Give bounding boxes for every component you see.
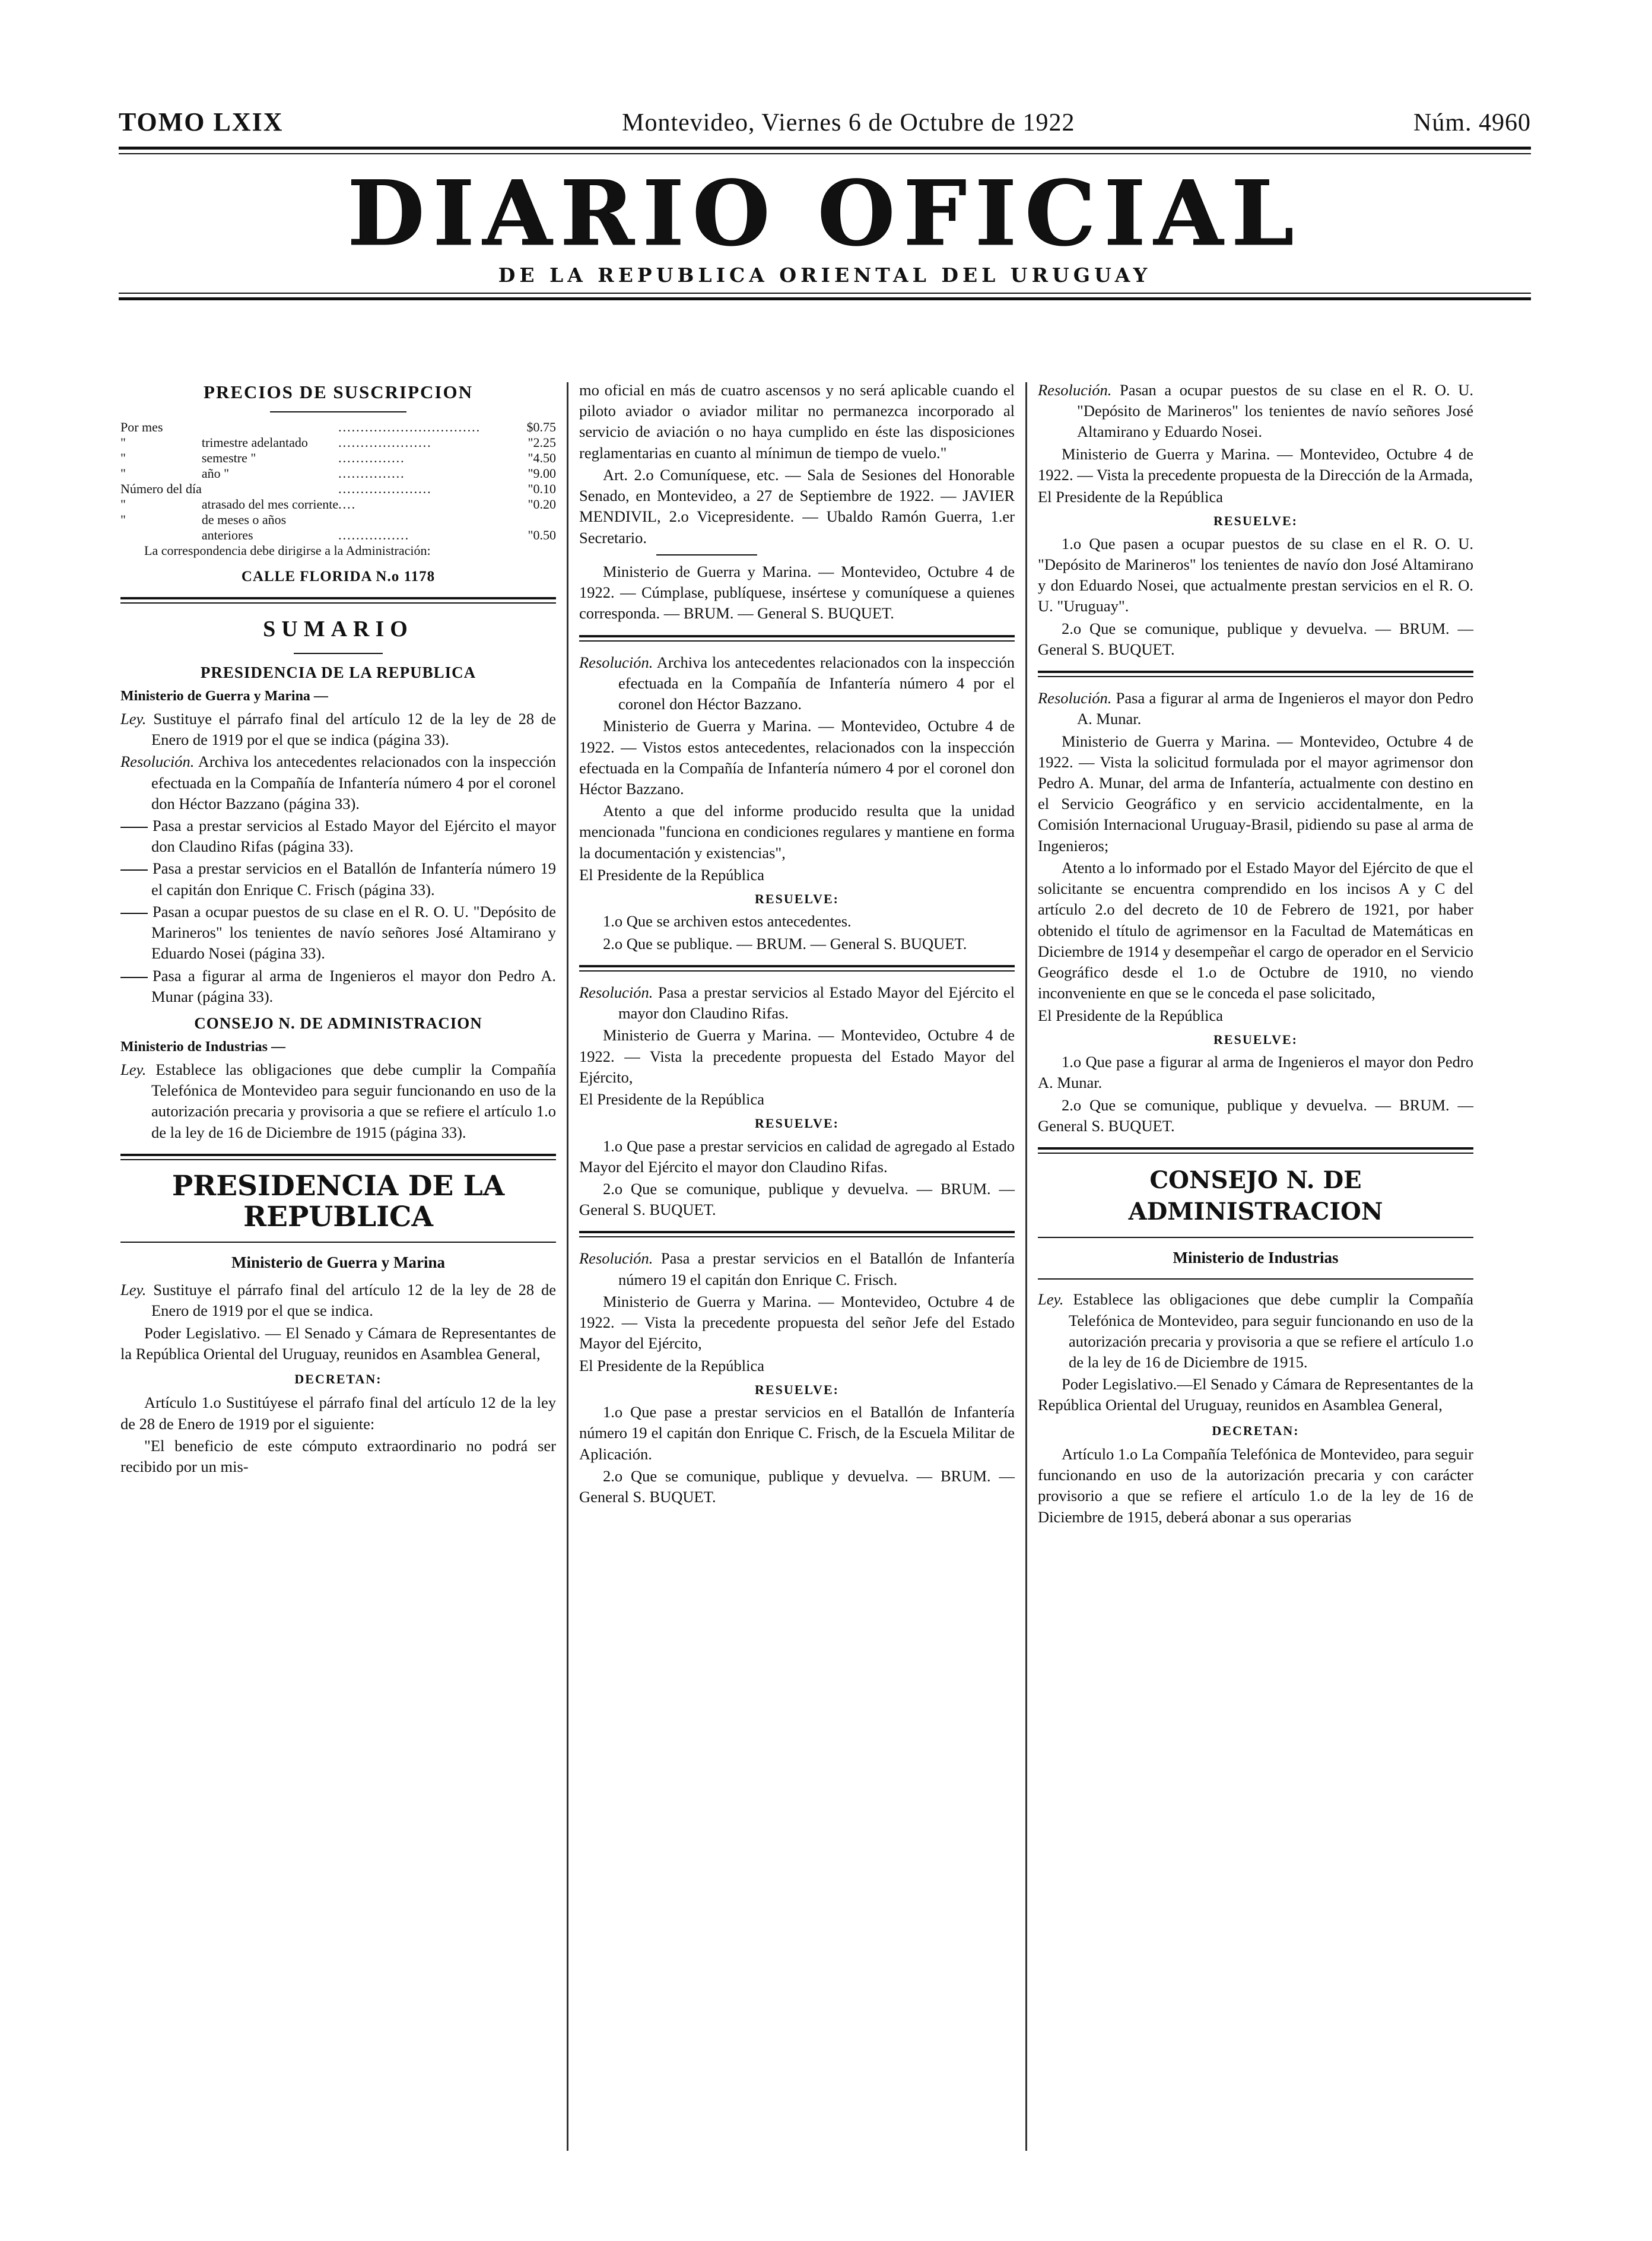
price-label [120,528,202,543]
price-label: " [120,496,126,512]
price-currency: " [528,496,533,512]
item-lead: Resolución. [120,753,195,771]
item-lead: Ley. [120,1060,147,1078]
masthead-line [119,107,1531,137]
body-paragraph: Ministerio de Guerra y Marina. — Montevideo, Octubre 4 de 1922. — Vista la precedente propuesta de la Dirección de la Armada, [1038,445,1473,484]
resolution-lead: Resolución. [579,983,653,1001]
body-paragraph: 1.o Que pase a prestar servicios en calidad de agregado al Estado Mayor del Ejército el mayor don Claudino Rifas. [579,1137,1015,1176]
body-paragraph: El Presidente de la República [1038,1006,1224,1024]
column-3 [1027,380,1484,2166]
resuelve-heading: RESUELVE: [755,891,839,907]
price-dots: ............... [338,466,405,481]
price-label2: trimestre adelantado [201,435,308,450]
price-value: 4.50 [533,450,556,466]
body-paragraph: Artículo 1.o Sustitúyese el párrafo final del artículo 12 de la ley de 28 de Enero de 1919 por el siguiente: [120,1394,556,1433]
body-paragraph: Artículo 1.o La Compañía Telefónica de Montevideo, para seguir funcionando en uso de la autorización precaria y con carácter provisorio a que se refiere el artículo 1.o de la ley de 16 de Diciembre de 1915, deberá abonar a sus operarias [1038,1445,1473,1526]
table-row [120,512,556,528]
price-dots: ..................... [338,435,432,450]
volume-label: TOMO LXIX [119,107,284,137]
ley-summary [1038,1289,1473,1373]
table-row [120,528,556,543]
ministry-rule [1038,1278,1473,1280]
item-text: Establece las obligaciones que debe cumplir la Compañía Telefónica de Montevideo para seguir funcionando en uso de la autorización precaria y provisoria a que se refiere el artículo 1.o de la ley de 16 de Diciembre de 1915 (página 33). [151,1060,557,1141]
body-paragraph: "El beneficio de este cómputo extraordinario no podrá ser recibido por un mis- [120,1436,556,1476]
resolution-lead: Resolución. [1038,689,1112,707]
item-text: Archiva los antecedentes relacionados con la inspección efectuada en la Compañía de Infantería número 4 por el coronel don Héctor Bazzano (página 33). [151,753,556,812]
body-paragraph: 2.o Que se comunique, publique y devuelva. — BRUM. — General S. BUQUET. [579,1180,1015,1219]
section-rule [579,1231,1015,1237]
resolution-summary [579,1248,1015,1290]
price-value: 0.50 [533,527,556,542]
price-value: 2.25 [533,435,556,450]
resuelve-heading: RESUELVE: [1213,1031,1298,1047]
item-text: Pasa a figurar al arma de Ingenieros el mayor don Pedro A. Munar (página 33). [151,966,556,1005]
dash-icon [120,827,148,828]
resolution-lead: Resolución. [579,653,653,671]
resolution-text: Pasa a prestar servicios en el Batallón de Infantería número 19 el capitán don Enrique C. Frisch. [618,1249,1015,1288]
body-paragraph: 1.o Que pase a prestar servicios en el Batallón de Infantería número 19 el capitán don Enrique C. Frisch, de la Escuela Militar de Aplicación. [579,1403,1015,1463]
dash-icon [120,869,148,871]
issue-number: Núm. 4960 [1413,109,1531,137]
ministry-industrias-heading: Ministerio de Industrias [1173,1249,1339,1267]
table-row [120,466,556,481]
price-dots: ................................ [338,420,481,435]
body-paragraph: 1.o Que se archiven estos antecedentes. [603,912,852,931]
body-paragraph: El Presidente de la República [1038,488,1224,506]
price-label2: atrasado del mes corriente [201,496,339,512]
list-item [120,751,556,814]
resuelve-heading: RESUELVE: [755,1116,839,1131]
ley-text: Establece las obligaciones que debe cumplir la Compañía Telefónica de Montevideo, para seguir funcionando en uso de la autorización precaria y provisoria a que se refiere el artículo 1.o de la ley de 16 de Diciembre de 1915. [1069,1290,1474,1371]
section-rule [1038,671,1473,677]
table-row [120,420,556,435]
item-text: Sustituye el párrafo final del artículo 12 de la ley de 28 de Enero de 1919 por el que se indica (página 33). [151,709,557,749]
body-paragraph: El Presidente de la República [579,1090,765,1109]
price-dots: ............... [338,450,405,466]
table-row [120,481,556,497]
body-paragraph: Art. 2.o Comuníquese, etc. — Sala de Sesiones del Honorable Senado, en Montevideo, a 27 de Septiembre de 1922. — JAVIER MENDIVIL, 2.o Vicepresidente. — Ubaldo Ramón Guerra, 1.er Secretario. [579,465,1015,547]
ley-lead: Ley. [120,1281,147,1299]
price-value [533,512,557,528]
sumario-rule-top [120,597,556,604]
body-paragraph: 1.o Que pasen a ocupar puestos de su clase en el R. O. U. "Depósito de Marineros" los tenientes de navío don José Altamirano y don Eduardo Nosei, que actualmente prestan servicios en el R. O. U. "Uruguay". [1038,534,1473,615]
price-label: " [120,435,126,450]
subscription-note: La correspondencia debe dirigirse a la Administración: [144,542,431,558]
decretan-heading: DECRETAN: [1212,1423,1300,1438]
body-paragraph: 2.o Que se comunique, publique y devuelva. — BRUM. — General S. BUQUET. [1038,1096,1473,1135]
sumario-ministry-industrias: Ministerio de Industrias — [120,1039,286,1055]
ley-text: Sustituye el párrafo final del artículo 12 de la ley de 28 de Enero de 1919 por el que se indica. [151,1281,557,1320]
list-item [120,815,556,857]
table-row [120,435,556,450]
price-label2 [202,420,338,435]
body-paragraph: Ministerio de Guerra y Marina. — Montevideo, Octubre 4 de 1922. — Vista la precedente propuesta del Estado Mayor del Ejército, [579,1026,1015,1086]
body-paragraph: 2.o Que se publique. — BRUM. — General S. BUQUET. [603,934,967,953]
section-rule [579,635,1015,642]
column-2 [568,380,1025,2166]
price-value: 0.20 [533,496,556,512]
resuelve-heading: RESUELVE: [755,1382,839,1397]
price-dots: ................ [338,527,410,542]
prices-divider [270,411,406,412]
sumario-rule [294,653,383,654]
item-lead: Ley. [120,709,147,728]
body-paragraph: Atento a que del informe producido resulta que la unidad mencionada "funciona en condiciones regulares y mantiene en forma la documentación y existencias", [579,802,1015,862]
resolution-text: Pasan a ocupar puestos de su clase en el R. O. U. "Depósito de Marineros" los tenientes de navío señores José Altamirano y Eduardo Nosei. [1077,381,1473,441]
resolution-summary [1038,688,1473,729]
item-text: Pasa a prestar servicios al Estado Mayor del Ejército el mayor don Claudino Rifas (página 33). [151,817,556,856]
sumario-section-consejo: CONSEJO N. DE ADMINISTRACION [194,1014,482,1033]
body-paragraph: mo oficial en más de cuatro ascensos y no será aplicable cuando el piloto aviador o aviador militar no permanezca incorporado al servicio de aviación o no haya cumplido en éste las disposiciones reglamentarias en cuanto al mínimun de tiempo de vuelo." [579,381,1015,462]
price-label2 [202,481,338,497]
column-divider [567,382,568,2151]
section-rule [120,1154,556,1160]
resolution-summary [579,652,1015,715]
banner-rule [120,1242,556,1243]
body-paragraph: Ministerio de Guerra y Marina. — Montevideo, Octubre 4 de 1922. — Vistos estos antecedentes, relacionados con la inspección efectuada en la Compañía de Infantería número 4 por el coronel don Héctor Bazzano. [579,717,1015,798]
paragraph-rule [656,554,757,556]
price-currency: " [528,435,533,450]
body-paragraph: El Presidente de la República [579,865,765,884]
sumario-section-presidencia: PRESIDENCIA DE LA REPUBLICA [200,664,476,682]
dash-icon [120,913,148,914]
body-paragraph: Ministerio de Guerra y Marina. — Montevideo, Octubre 4 de 1922. — Vista la precedente propuesta del señor Jefe del Estado Mayor del Ejército, [579,1292,1015,1353]
price-label: " [120,466,126,481]
list-item [120,1059,556,1143]
price-value: 9.00 [533,466,556,481]
column-divider [1025,382,1027,2151]
item-text: Pasa a prestar servicios en el Batallón de Infantería número 19 el capitán don Enrique C. Frisch (página 33). [151,859,556,899]
issue-date: Montevideo, Viernes 6 de Octubre de 1922 [622,109,1075,137]
banner-consejo: CONSEJO N. DE ADMINISTRACION [1128,1166,1383,1226]
price-currency [527,512,533,528]
sumario-heading: SUMARIO [263,617,414,642]
office-address: CALLE FLORIDA N.o 1178 [241,569,436,585]
masthead-rule-bottom [119,293,1531,300]
column-1 [110,380,567,2166]
table-row [120,497,556,512]
price-label2: anteriores [201,527,253,542]
ministry-guerra-heading: Ministerio de Guerra y Marina [231,1253,445,1272]
list-item [120,966,556,1007]
masthead-rule-top [119,147,1531,154]
section-rule [579,965,1015,972]
publication-title: DIARIO OFICIAL [347,161,1302,266]
body-paragraph: 1.o Que pase a figurar al arma de Ingenieros el mayor don Pedro A. Munar. [1038,1053,1473,1092]
resolution-summary [579,982,1015,1024]
price-currency: " [528,450,533,466]
price-currency: " [528,466,533,481]
ley-summary [120,1280,556,1321]
body-paragraph: El Presidente de la República [579,1356,765,1375]
resolution-text: Archiva los antecedentes relacionados con la inspección efectuada en la Compañía de Infantería número 4 por el coronel don Héctor Bazzano. [618,653,1015,713]
price-label2: año " [201,466,230,481]
price-label: Número del día [120,481,202,497]
body-paragraph: Poder Legislativo.—El Senado y Cámara de Representantes de la República Oriental del Uruguay, reunidos en Asamblea General, [1038,1375,1473,1414]
prices-title: PRECIOS DE SUSCRIPCION [204,382,473,402]
decretan-heading: DECRETAN: [294,1372,382,1387]
price-value: 0.75 [533,420,556,435]
price-value: 0.10 [533,481,556,497]
resuelve-heading: RESUELVE: [1213,513,1298,529]
item-text: Pasan a ocupar puestos de su clase en el R. O. U. "Depósito de Marineros" los tenientes de navío señores José Altamirano y Eduardo Nosei (página 33). [151,902,556,963]
list-item [120,902,556,964]
section-rule [1038,1147,1473,1154]
table-row [120,450,556,466]
list-item [120,858,556,900]
price-label2: semestre " [201,450,256,466]
resolution-text: Pasa a prestar servicios al Estado Mayor del Ejército el mayor don Claudino Rifas. [618,983,1015,1023]
publication-subtitle: DE LA REPUBLICA ORIENTAL DEL URUGUAY [498,263,1152,287]
price-currency: " [528,481,533,497]
resolution-lead: Resolución. [579,1249,653,1268]
body-paragraph: 2.o Que se comunique, publique y devuelva. — BRUM. — General S. BUQUET. [579,1467,1015,1506]
price-label2: de meses o años [201,512,287,527]
body-paragraph: Ministerio de Guerra y Marina. — Montevideo, Octubre 4 de 1922. — Vista la solicitud formulada por el mayor agrimensor don Pedro A. Munar, del arma de Infantería, actualmente con destino en el Servicio Geográfico y en servicio accidentalmente, en la Comisión Internacional Uruguay-Brasil, pidiendo su pase al arma de Ingenieros; [1038,732,1473,855]
price-currency: " [528,527,533,542]
price-label: " [120,512,126,527]
resolution-lead: Resolución. [1038,381,1112,399]
banner-presidencia: PRESIDENCIA DE LA REPUBLICA [171,1169,505,1233]
dash-icon [120,977,148,978]
body-paragraph: Atento a lo informado por el Estado Mayor del Ejército de que el solicitante se encuentra comprendido en los incisos A y C del artículo 2.o del decreto de 10 de Febrero de 1921, por haber obtenido el título de agrimensor en la Facultad de Matemáticas en Diciembre de 1914 y desempeñar el cargo de operador en el Servicio Geográfico desde el 1.o de Octubre de 1910, no viendo inconveniente en que se le conceda el pase solicitado, [1038,858,1473,1002]
price-label: Por mes [120,420,163,435]
body-paragraph: 2.o Que se comunique, publique y devuelva. — BRUM. — General S. BUQUET. [1038,619,1473,658]
list-item [120,709,556,750]
columns-container [110,380,1540,2166]
sumario-ministry-guerra: Ministerio de Guerra y Marina — [120,688,328,704]
price-label: " [120,450,126,466]
price-currency: $ [526,420,533,435]
price-dots [338,512,526,528]
price-dots: .... [338,496,357,512]
price-dots: ..................... [338,481,432,497]
ley-lead: Ley. [1038,1290,1064,1309]
body-paragraph: Ministerio de Guerra y Marina. — Montevideo, Octubre 4 de 1922. — Cúmplase, publíquese, insértese y comuníquese a quienes corresponda. — BRUM. — General S. BUQUET. [579,562,1015,623]
masthead [119,107,1531,300]
resolution-summary [1038,380,1473,443]
banner-rule [1038,1237,1473,1238]
body-paragraph: Poder Legislativo. — El Senado y Cámara de Representantes de la República Oriental del Uruguay, reunidos en Asamblea General, [120,1323,556,1363]
price-table [120,420,556,543]
resolution-text: Pasa a figurar al arma de Ingenieros el mayor don Pedro A. Munar. [1077,689,1474,728]
